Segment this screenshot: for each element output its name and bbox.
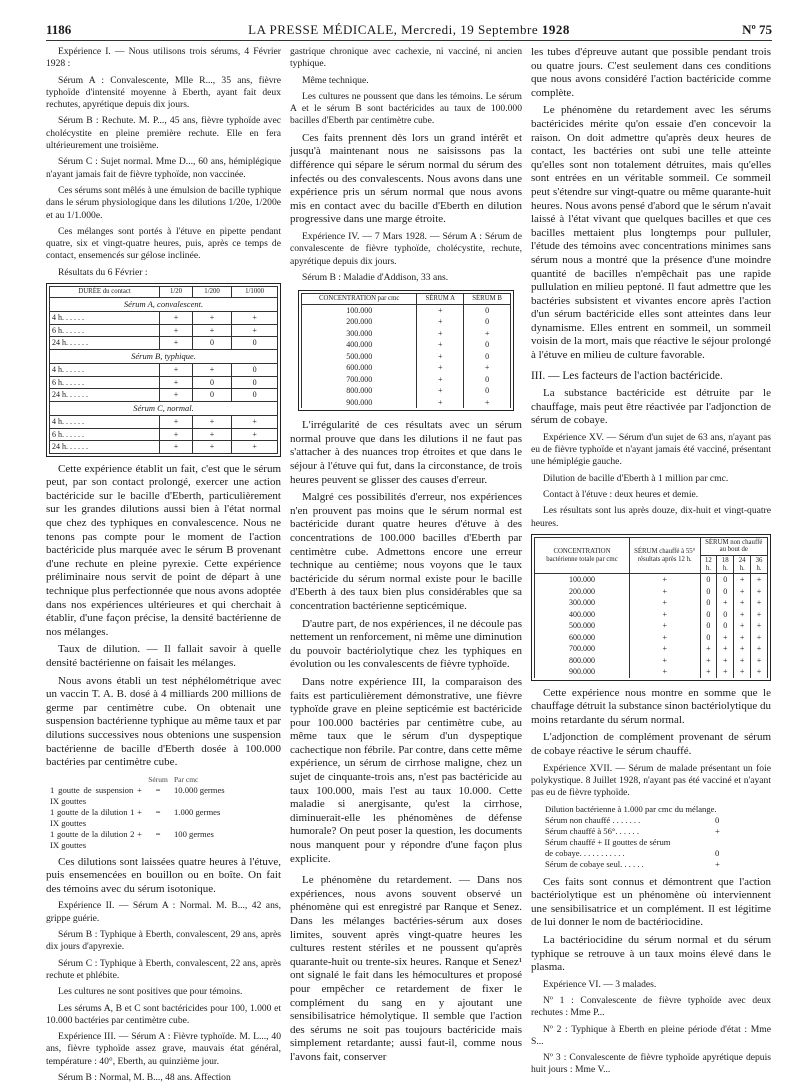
cell: + (700, 655, 717, 667)
paragraph: Cette expérience nous montre en somme que le chauffage détruit la substance sinon bactériolytique du moins retardante du sérum normal. (531, 686, 771, 726)
table-row (535, 620, 768, 632)
dil-item: 1 goutte de suspension + IX gouttes (50, 784, 142, 806)
cell: + (192, 416, 231, 429)
cell: + (232, 441, 278, 454)
cell: + (192, 428, 231, 441)
cell: + (734, 597, 751, 609)
cell: 0 (464, 316, 511, 328)
cell: + (232, 312, 278, 325)
table-row (535, 597, 768, 609)
cell: 0 (464, 351, 511, 363)
journal-title (46, 22, 772, 38)
paragraph: gastrique chronique avec cachexie, ni vacciné, ni ancien typhique. (290, 46, 522, 70)
cell: + (192, 312, 231, 325)
paragraph: L'adjonction de complément provenant de sérum de cobaye réactive le sérum chauffé. (531, 731, 771, 758)
cell: 0 (192, 389, 231, 402)
sub-header: 24 h. (734, 556, 751, 574)
cell: + (751, 609, 768, 621)
mixture-results (545, 804, 771, 870)
cell: + (751, 597, 768, 609)
cell: 0 (700, 620, 717, 632)
cell: 400.000 (535, 609, 630, 621)
column-1 (46, 46, 282, 1084)
row-label: 6 h. . . . . . (50, 376, 160, 389)
paragraph: Les résultats sont lus après douze, dix-huit et vingt-quatre heures. (531, 505, 771, 529)
cell: + (417, 328, 464, 340)
cell: + (629, 632, 700, 644)
cell: + (717, 643, 734, 655)
cell: + (232, 416, 278, 429)
sub-header: 36 h. (751, 556, 768, 574)
paragraph: Expérience II. — Sérum A : Normal. M. B..., 42 ans, grippe guérie. (46, 900, 281, 924)
cell: 300.000 (535, 597, 630, 609)
paragraph: Les cultures ne poussent que dans les témoins. Le sérum A et le sérum B sont bactéricides au taux de 100.000 bacilles d'Eberth par centimètre cube. (290, 90, 522, 127)
paragraph: Sérum B : Rechute. M. P..., 45 ans, fièvre typhoïde avec cholécystite en pleine première rechute. Elle en fera ultérieurement une troisième. (46, 115, 281, 152)
cell: + (160, 337, 193, 350)
cell: + (734, 666, 751, 678)
cell: + (160, 389, 193, 402)
cell: + (160, 376, 193, 389)
cell: 500.000 (535, 620, 630, 632)
dil-eq: = (155, 806, 161, 817)
cell: + (751, 620, 768, 632)
cell: 0 (464, 374, 511, 386)
cell: + (160, 312, 193, 325)
col-header: 1/200 (192, 287, 231, 298)
cell: 0 (700, 609, 717, 621)
dil-eq: = (155, 828, 161, 839)
paragraph: Expérience I. — Nous utilisons trois sérums, 4 Février 1928 : (46, 46, 281, 70)
section-label: Sérum C, normal. (50, 401, 278, 416)
cell: + (751, 655, 768, 667)
cell: 0 (192, 376, 231, 389)
cell: + (464, 397, 511, 409)
cell: 0 (700, 632, 717, 644)
mixture-item: Sérum chauffé à 56°. . . . . . (545, 825, 639, 836)
cell: 100.000 (302, 304, 417, 316)
paragraph: Ces faits sont connus et démontrent que l'action bactériolytique est un phénomène où interviennent une sensibilisatrice et un complément. Il est légitime de lui donner le nom de bactériocidine. (531, 875, 771, 929)
paragraph: Contact à l'étuve : deux heures et demie. (543, 488, 699, 500)
row-label: 6 h. . . . . . (50, 428, 160, 441)
cell: + (629, 597, 700, 609)
table-row (302, 351, 511, 363)
col-header: SÉRUM B (464, 294, 511, 305)
dilution-list (50, 774, 281, 851)
cell: + (717, 655, 734, 667)
cell: + (417, 397, 464, 409)
table-row (535, 609, 768, 621)
dil-value: 100 germes (174, 828, 214, 839)
mixture-item: Sérum chauffé + II gouttes de sérum (545, 836, 671, 847)
paragraph: Expérience XV. — Sérum d'un sujet de 63 ans, n'ayant pas eu de fièvre typhoïde et n'ayant jamais été vacciné, présentant une hémiplégie gauche. (531, 431, 771, 468)
cell: + (160, 428, 193, 441)
section-label: Sérum A, convalescent. (50, 297, 278, 312)
cell: + (160, 364, 193, 377)
table-row (302, 304, 511, 316)
cell: + (717, 666, 734, 678)
mixture-item: Sérum de cobaye seul. . . . . . (545, 858, 644, 869)
paragraph: Nous avons établi un test néphélométrique avec un vaccin T. A. B. dosé à 4 milliards 200 millions de germe par centimètre cube. On obtenait une suspension bactérienne typhique au même taux et par dilutions successives nous obtenions une suspension bactérienne de bacille d'Eberth dosée à 100.000 bactéries par centimètre cube. (46, 674, 281, 769)
mixture-result: 0 (715, 847, 720, 858)
cell: 300.000 (302, 328, 417, 340)
paragraph: Les sérums A, B et C sont bactéricides pour 100, 1.000 et 10.000 bactéries par centimètre cube. (46, 1002, 281, 1026)
paragraph: Sérum B : Normal, M. B..., 48 ans. Affection (58, 1072, 231, 1084)
paragraph: Malgré ces possibilités d'erreur, nos expériences n'en prouvent pas moins que le sérum normal est bactéricide durant quatre heures d'étuve à des concentrations de 100.000 bacilles d'Eberth par centimètre cube. Admettons encore une erreur technique au centième; nous voyons que le taux bactéricide du sérum normal existe pour le bacille d'Eberth à des taux bien plus considérables que sa concentration bactérienne septicémique. (290, 491, 522, 612)
cell: + (734, 643, 751, 655)
cell: + (464, 362, 511, 374)
table-row (535, 574, 768, 586)
row-label: 24 h. . . . . . (50, 337, 160, 350)
cell: + (629, 655, 700, 667)
col-header: 1/20 (160, 287, 193, 298)
row-label: 24 h. . . . . . (50, 441, 160, 454)
cell: 200.000 (302, 316, 417, 328)
paragraph: Nº 3 : Convalescente de fièvre typhoïde apyrétique depuis huit jours : Mme V... (531, 1052, 771, 1076)
cell: + (717, 632, 734, 644)
mixture-result: 0 (715, 814, 720, 825)
paragraph: les tubes d'épreuve autant que possible pendant trois ou quatre jours. C'est seulement dans ces conditions que nous avons considéré l'action bactéricide comme complète. (531, 46, 771, 99)
table-row (302, 374, 511, 386)
table-row (535, 666, 768, 678)
cell: + (192, 324, 231, 337)
mixture-title: Dilution bactérienne à 1.000 par cmc du mélange. (545, 803, 717, 814)
paragraph: Ces dilutions sont laissées quatre heures à l'étuve, puis ensemencées en bouillon ou en boîte. On fait des témoins avec du sérum isotonique. (46, 855, 281, 895)
column-3 (531, 46, 771, 1076)
cell: 0 (717, 586, 734, 598)
col-header: SÉRUM non chauffé au bout de (700, 537, 768, 555)
cell: + (192, 441, 231, 454)
paragraph: Expérience IV. — 7 Mars 1928. — Sérum A : Sérum de convalescente de fièvre typhoïde, cholécystite, rechute, apyrétique depuis dix jours. (290, 230, 522, 267)
page-number: 1186 (46, 22, 72, 37)
cell: + (751, 632, 768, 644)
cell: 800.000 (535, 655, 630, 667)
cell: 0 (232, 389, 278, 402)
cell: 0 (717, 609, 734, 621)
col-header: SÉRUM A (417, 294, 464, 305)
cell: + (717, 597, 734, 609)
results-table-2 (298, 290, 514, 411)
cell: + (751, 586, 768, 598)
cell: + (629, 609, 700, 621)
issue-year: 1928 (541, 22, 570, 37)
cell: + (734, 609, 751, 621)
col-header: SÉRUM chauffé à 55° résultats après 12 h. (629, 537, 700, 573)
table-row (535, 655, 768, 667)
row-label: 24 h. . . . . . (50, 389, 160, 402)
paragraph: Sérum C : Typhique à Eberth, convalescent, 22 ans, après rechute et phlébite. (46, 957, 281, 981)
cell: + (192, 364, 231, 377)
mixture-result: + (715, 825, 720, 836)
cell: + (751, 643, 768, 655)
paragraph: Nº 2 : Typhique à Eberth en pleine période d'état : Mme S... (531, 1023, 771, 1047)
table-row (302, 362, 511, 374)
col-header: CONCENTRATION par cmc (302, 294, 417, 305)
cell: + (417, 304, 464, 316)
paragraph: Le phénomène du retardement. — Dans nos expériences, nous avons souvent observé un phénomène qui est enregistré par Ranque et Senez. Dans les mélanges bactéries-sérum aux doses limites, souvent après vingt-quatre heures les cultures restent stériles et ne poussent qu'après quarante-huit ou trente-six heures. Ranque et Senez¹ ont signalé le fait dans les hémocultures et proposé pour empêcher ce retardement de fixer le complément du sang en y ajoutant une sensibilisatrice hémolytique. Il semble que l'action des sérums ne soit pas toujours bactéricide mais simplement retardante; aussi faut-il, comme nous l'avons fait, conserver (290, 874, 522, 1063)
journal-name: LA PRESSE MÉDICALE (248, 22, 394, 37)
cell: + (160, 416, 193, 429)
table-row (302, 328, 511, 340)
cell: + (751, 666, 768, 678)
cell: + (160, 441, 193, 454)
paragraph: Ces faits prennent dès lors un grand intérêt et jusqu'à maintenant nous ne saisissons pas la différence qui sépare le sérum normal du sérum des infectés ou des convalescents. Nous avons dans une expérience pris un sérum normal que nous avons mis en contact avec du bacille d'Eberth en dilution progressive dans une marge étroite. (290, 131, 522, 226)
results-table-3 (531, 534, 771, 681)
dil-item: 1 goutte de la dilution 1 + IX gouttes (50, 806, 142, 828)
cell: 200.000 (535, 586, 630, 598)
issue-date: , Mercredi, 19 Septembre (393, 22, 542, 37)
dil-value: 1.000 germes (174, 806, 221, 817)
paragraph: Sérum B : Maladie d'Addison, 33 ans. (302, 271, 449, 283)
cell: + (232, 428, 278, 441)
paragraph: Sérum C : Sujet normal. Mme D..., 60 ans, hémiplégique n'ayant jamais fait de fièvre typhoïde, non vaccinée. (46, 156, 281, 180)
col-header: DURÉE du contact (50, 287, 160, 298)
paragraph: L'irrégularité de ces résultats avec un sérum normal prouve que dans les dilutions il ne faut pas s'attacher à des nuances trop étroites et que dans le séjour à l'étuve qui fut, dans la circonstance, de trois heures peuvent se glisser des causes d'erreur. (290, 419, 522, 486)
mixture-item: Sérum non chauffé . . . . . . . (545, 814, 641, 825)
cell: 0 (232, 364, 278, 377)
cell: 0 (717, 620, 734, 632)
mixture-result (715, 837, 771, 848)
paragraph: Expérience VI. — 3 malades. (543, 978, 657, 990)
paragraph: Nº 1 : Convalescente de fièvre typhoïde avec deux rechutes : Mme P... (531, 995, 771, 1019)
col-header: CONCENTRATION bactérienne totale par cmc (535, 537, 630, 573)
cell: + (417, 362, 464, 374)
col-header: 1/1000 (232, 287, 278, 298)
paragraph: Cette expérience établit un fait, c'est que le sérum peut, par son contact prolongé, exercer une action bactéricide sur le bacille d'Eberth, particulièrement sur les grandes dilutions aussi bien à l'état normal que chez des typhiques en convalescence. Nous ne tenons pas compte pour le moment de l'action bactéricide plus marquée avec le sérum B provenant d'une rechute en pleine pyrexie. Cette expérience préliminaire nous servit de point de départ à une technique plus perfectionnée que nous avons adoptée dans nos expériences ultérieures et qui cherchait à établir, d'une façon précise, la densité bactérienne de nos mélanges. (46, 462, 281, 638)
cell: + (417, 339, 464, 351)
cell: 0 (464, 385, 511, 397)
cell: + (734, 574, 751, 586)
cell: 500.000 (302, 351, 417, 363)
paragraph: D'autre part, de nos expériences, il ne découle pas nettement un renforcement, ni même une diminution du pouvoir bactériolytique chez les typhiques en évolution ou les convalescents de fièvre typhoïde. (290, 617, 522, 671)
cell: + (417, 351, 464, 363)
results-table-1 (46, 283, 281, 457)
cell: + (629, 643, 700, 655)
paragraph: Taux de dilution. — Il fallait savoir à quelle densité bactérienne on faisait les mélanges. (46, 643, 281, 669)
cell: 0 (717, 574, 734, 586)
sub-header: 12 h. (700, 556, 717, 574)
cell: 400.000 (302, 339, 417, 351)
cell: + (629, 666, 700, 678)
issue-number: Nº 75 (742, 22, 772, 37)
cell: + (464, 328, 511, 340)
paragraph: Le phénomène du retardement avec les sérums bactéricides mérite qu'on essaie d'en concevoir la raison. On doit admettre qu'après deux heures de contact, les bactéries ont subi une telle atteinte qu'elles sont non totalement détruites, mais qu'elles sont entrées en un véritable sommeil. Ce sommeil peut s'étendre sur vingt-quatre ou même quarante-huit heures. Nous avons pensé d'abord que le sérum n'avait laissé à l'état vivant que quelques bacilles et que ces bacilles mettaient plus longtemps pour pulluler, l'étude des témoins avec concentrations minimes sans sérum nous a montré que la présence d'une moindre quantité de bacilles n'empêchait pas une rapide pullulation en milieu peptoné. Il faut admettre que les bactéries subsistent et vivantes encore après l'action d'un sérum bactéricide elles sont atteintes dans leur dynamisme. Elles entrent en sommeil, un sommeil voisin de la mort, mais que réactive le séjour prolongé à l'étuve en milieu de culture favorable. (531, 104, 771, 362)
paragraph: Même technique. (302, 74, 369, 86)
dil-eq: = (155, 784, 161, 795)
section-label: Sérum B, typhique. (50, 349, 278, 364)
table-row (535, 643, 768, 655)
cell: 800.000 (302, 385, 417, 397)
cell: + (734, 632, 751, 644)
sub-header: 18 h. (717, 556, 734, 574)
section-heading: III. — Les facteurs de l'action bactéricide. (531, 369, 723, 382)
page-header (46, 20, 772, 41)
row-label: 4 h. . . . . . (50, 312, 160, 325)
mixture-result: + (715, 858, 720, 869)
paragraph: Expérience XVII. — Sérum de malade présentant un foie polykystique. 8 Juillet 1928, n'ayant pas été vacciné et n'ayant pas eu de fièvre typhoïde. (531, 762, 771, 799)
paragraph: Dilution de bacille d'Eberth à 1 million par cmc. (543, 472, 729, 484)
dil-header: Sérum (148, 774, 168, 784)
cell: 700.000 (535, 643, 630, 655)
paragraph: La substance bactéricide est détruite par le chauffage, mais peut être réactivée par l'adjonction de sérum de cobaye. (531, 386, 771, 427)
table-row (302, 339, 511, 351)
cell: + (417, 374, 464, 386)
paragraph: Ces mélanges sont portés à l'étuve en pipette pendant quatre, six et vingt-quatre heures, puis, après ce temps de contact, ensemencés sur gélose inclinée. (46, 225, 281, 262)
cell: + (629, 586, 700, 598)
paragraph: Expérience III. — Sérum A : Fièvre typhoïde. M. L..., 40 ans, fièvre typhoïde assez grave, mauvais état général, température : 40°, Eberth, au quinzième jour. (46, 1031, 281, 1067)
cell: 0 (232, 376, 278, 389)
table-row (535, 632, 768, 644)
cell: + (417, 385, 464, 397)
paragraph: Sérum B : Typhique à Eberth, convalescent, 29 ans, après dix jours d'apyrexie. (46, 929, 281, 953)
cell: 0 (232, 337, 278, 350)
cell: + (734, 655, 751, 667)
cell: 0 (464, 339, 511, 351)
cell: 0 (192, 337, 231, 350)
cell: 600.000 (302, 362, 417, 374)
dil-item: 1 goutte de la dilution 2 + IX gouttes (50, 828, 142, 850)
row-label: 4 h. . . . . . (50, 364, 160, 377)
cell: 700.000 (302, 374, 417, 386)
cell: 0 (700, 586, 717, 598)
cell: + (629, 620, 700, 632)
table-row (302, 385, 511, 397)
table-row (302, 397, 511, 409)
cell: + (734, 620, 751, 632)
cell: + (700, 643, 717, 655)
dil-header: Par cmc (174, 774, 199, 784)
paragraph: La bactériocidine du sérum normal et du sérum typhique se retrouve à un taux moins élevé dans le plasma. (531, 933, 771, 974)
cell: 100.000 (535, 574, 630, 586)
cell: + (417, 316, 464, 328)
cell: 900.000 (535, 666, 630, 678)
cell: 0 (464, 304, 511, 316)
row-label: 6 h. . . . . . (50, 324, 160, 337)
cell: 0 (700, 597, 717, 609)
paragraph: Résultats du 6 Février : (58, 266, 148, 278)
cell: + (160, 324, 193, 337)
cell: + (232, 324, 278, 337)
cell: 900.000 (302, 397, 417, 409)
cell: + (734, 586, 751, 598)
cell: + (700, 666, 717, 678)
cell: 600.000 (535, 632, 630, 644)
mixture-item: de cobaye. . . . . . . . . . . (545, 847, 625, 858)
table-row (302, 316, 511, 328)
dil-value: 10.000 germes (174, 784, 225, 795)
paragraph: Sérum A : Convalescente, Mlle R..., 35 ans, fièvre typhoïde d'intensité moyenne à Eberth, ayant fait deux rechutes, apyrétique depuis dix jours. (46, 74, 281, 111)
paragraph: Dans notre expérience III, la comparaison des faits est particulièrement démonstrative, une fièvre typhoïde grave en pleine septicémie est bactéricide pour 100.000 bactéries par centimètre cube, au même taux que le sérum d'un dyspeptique cachectique non fébrile. Par contre, dans cette même expérience, un sérum de cirrhose maligne, chez un sujet de cinquante-trois ans, n'est pas bactéricide au taux 100.000, mais l'est au taux 10.000. Cette maladie si anergisante, qu'est la cirrhose, diminuerait-elle les phénomènes de défense humorale? On peut poser la question, les documents nous manquent pour y répondre d'une façon plus explicite. (290, 675, 522, 865)
cell: 0 (700, 574, 717, 586)
paragraph: Les cultures ne sont positives que pour témoins. (58, 986, 243, 998)
paragraph: Ces sérums sont mêlés à une émulsion de bacille typhique dans le sérum physiologique dans les dilutions 1/20e, 1/200e et au 1/1.000e. (46, 184, 282, 221)
cell: + (629, 574, 700, 586)
cell: + (751, 574, 768, 586)
table-row (535, 586, 768, 598)
column-2 (290, 46, 522, 1076)
row-label: 4 h. . . . . . (50, 416, 160, 429)
